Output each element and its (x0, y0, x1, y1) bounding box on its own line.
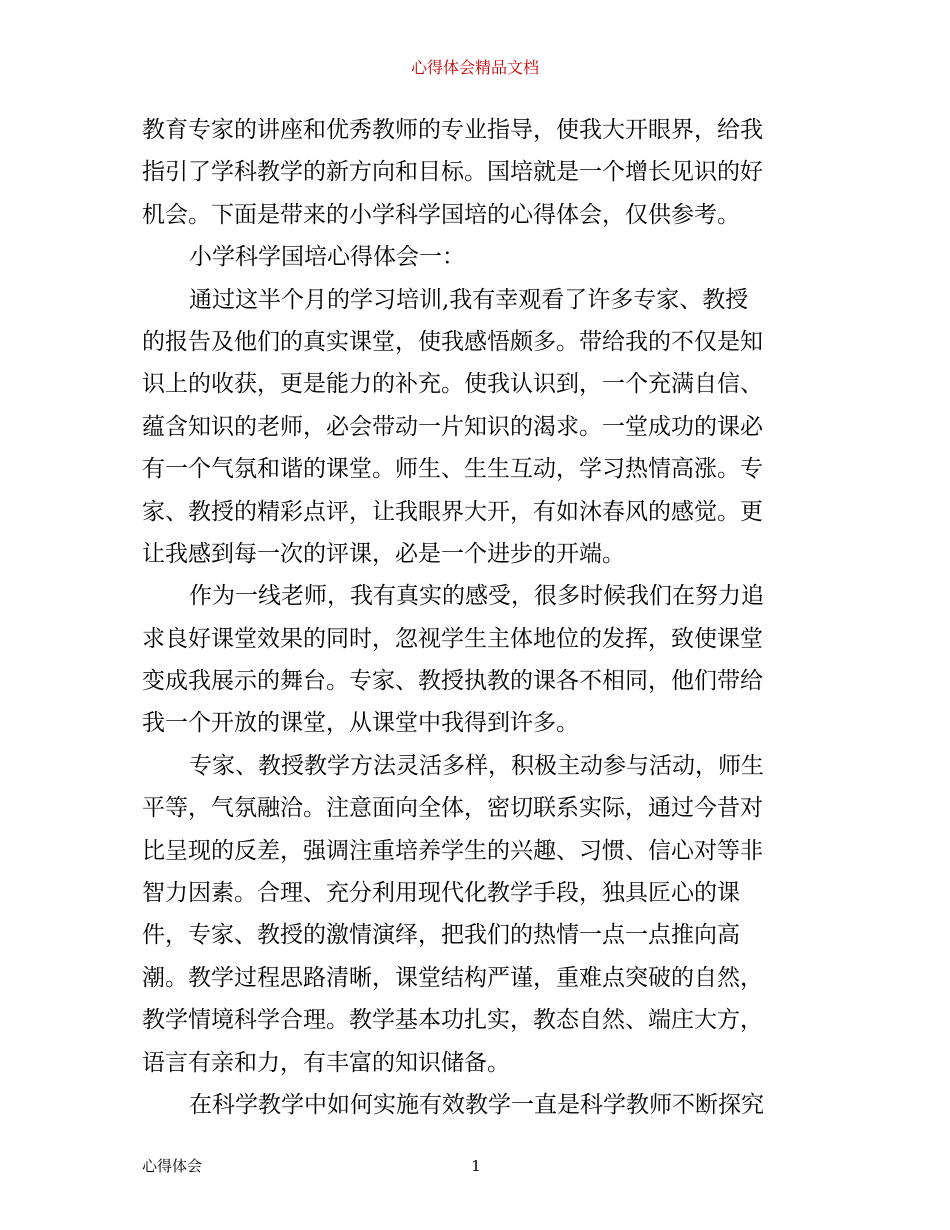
footer-label: 心得体会 (142, 1157, 203, 1175)
text-line: 变成我展示的舞台。专家、教授执教的课各不相同，他们带给 (142, 668, 763, 695)
text-line: 机会。下面是带来的小学科学国培的心得体会，仅供参考。 (142, 201, 740, 228)
text-line: 让我感到每一次的评课，必是一个进步的开端。 (142, 540, 625, 567)
text-line: 专家、教授教学方法灵活多样，积极主动参与活动，师生 (189, 752, 764, 779)
page-number: 1 (471, 1157, 481, 1175)
text-line: 有一个气氛和谐的课堂。师生、生生互动，学习热情高涨。专 (142, 456, 763, 483)
text-line: 家、教授的精彩点评，让我眼界大开，有如沐春风的感觉。更 (142, 498, 763, 525)
text-line: 潮。教学过程思路清晰，课堂结构严谨，重难点突破的自然， (142, 964, 763, 991)
document-body (142, 109, 832, 1126)
text-line: 平等，气氛融洽。注意面向全体，密切联系实际，通过今昔对 (142, 795, 763, 822)
text-line: 通过这半个月的学习培训,我有幸观看了许多专家、教授 (189, 286, 749, 313)
text-line: 指引了学科教学的新方向和目标。国培就是一个增长见识的好 (142, 159, 763, 186)
text-line: 件，专家、教授的激情演绎，把我们的热情一点一点推向高 (142, 922, 740, 949)
section-heading: 小学科学国培心得体会一： (189, 244, 465, 271)
text-line: 语言有亲和力，有丰富的知识储备。 (142, 1049, 510, 1076)
text-line: 求良好课堂效果的同时，忽视学生主体地位的发挥，致使课堂 (142, 625, 763, 652)
text-line: 的报告及他们的真实课堂，使我感悟颇多。带给我的不仅是知 (142, 328, 763, 355)
text-line: 教育专家的讲座和优秀教师的专业指导，使我大开眼界，给我 (142, 117, 763, 143)
page-header-title: 心得体会精品文档 (410, 58, 539, 77)
text-line: 教学情境科学合理。教学基本功扎实，教态自然、端庄大方， (142, 1007, 763, 1034)
text-line: 智力因素。合理、充分利用现代化教学手段，独具匠心的课 (142, 880, 740, 907)
text-line: 在科学教学中如何实施有效教学一直是科学教师不断探究 (189, 1091, 764, 1118)
text-line: 作为一线老师，我有真实的感受，很多时候我们在努力追 (189, 583, 764, 610)
text-line: 我一个开放的课堂，从课堂中我得到许多。 (142, 710, 579, 737)
text-line: 识上的收获，更是能力的补充。使我认识到，一个充满自信、 (142, 371, 763, 398)
text-line: 比呈现的反差，强调注重培养学生的兴趣、习惯、信心对等非 (142, 837, 763, 864)
text-line: 蕴含知识的老师，必会带动一片知识的渴求。一堂成功的课必 (142, 413, 763, 440)
